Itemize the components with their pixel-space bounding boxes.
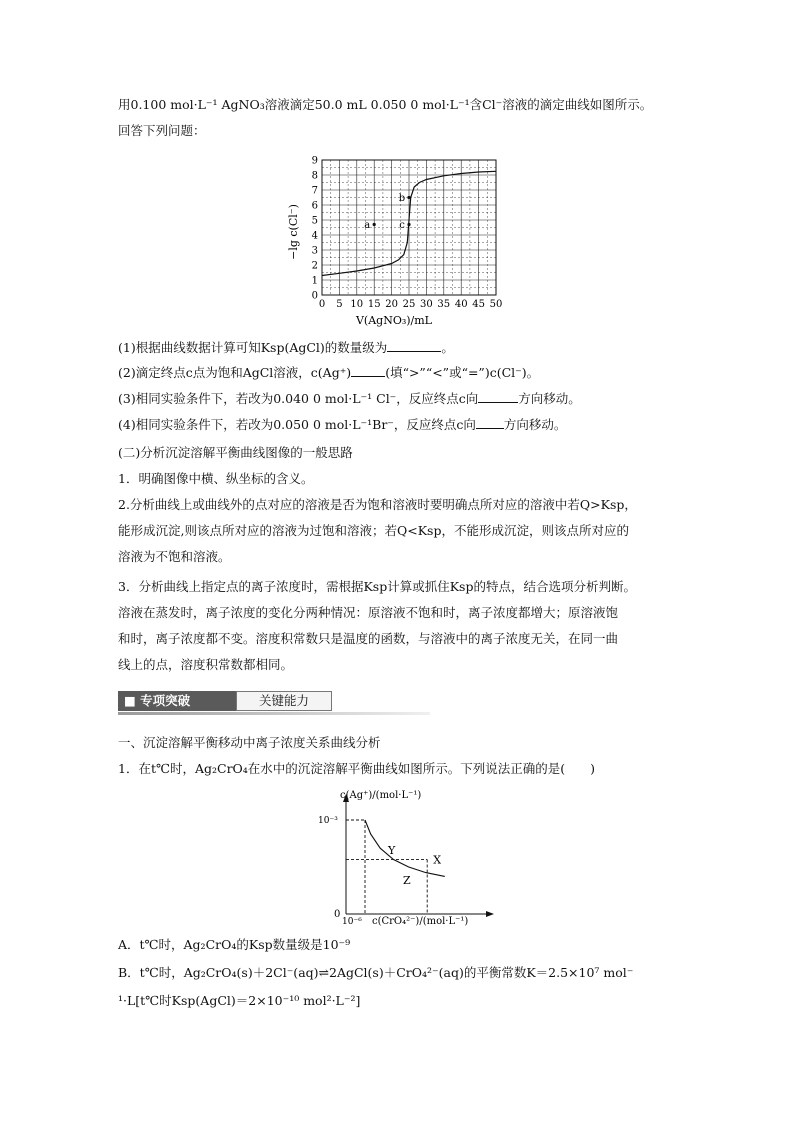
point-b <box>407 196 410 199</box>
option-b-line-2: ¹·L[t℃时Ksp(AgCl)＝2×10⁻¹⁰ mol²·L⁻²] <box>118 993 361 1008</box>
x-tick-label: 40 <box>454 299 468 310</box>
x-tick-label: 30 <box>420 299 433 310</box>
x-tick-label: 10 <box>350 299 364 310</box>
y-tick-label: 5 <box>311 215 318 227</box>
y-tick-label: 4 <box>311 230 318 242</box>
section-banner-light: 关键能力 <box>236 691 332 711</box>
question-4-end: 方向移动。 <box>503 417 567 432</box>
x-tick-label: 50 <box>489 299 503 310</box>
point-label-b: b <box>398 193 406 204</box>
section-2-p2c: 溶液为不饱和溶液。 <box>118 549 231 564</box>
answer-blank-1[interactable] <box>387 339 441 352</box>
y-tick-label: 3 <box>311 245 318 257</box>
x-tick-label: 45 <box>472 299 485 310</box>
question-4-text: (4)相同实验条件下，若改为0.050 0 mol·L⁻¹Br⁻，反应终点c向 <box>118 417 476 432</box>
section-banner-dark: ■ 专项突破 <box>118 691 236 711</box>
point-label-c: c <box>399 220 405 231</box>
answer-blank-4[interactable] <box>476 416 504 429</box>
section-2-p2b: 能形成沉淀,则该点所对应的溶液为过饱和溶液；若Q<Ksp，不能形成沉淀，则该点所对应的 <box>118 523 629 538</box>
y-tick-label: 10⁻³ <box>318 816 338 826</box>
question-3 <box>118 390 581 408</box>
x-tick-label: 25 <box>402 299 416 310</box>
x-tick-label: 15 <box>367 299 381 310</box>
chart-points <box>364 193 410 231</box>
y-tick-label: 1 <box>311 275 318 287</box>
question-1-text: (1)根据曲线数据计算可知Ksp(AgCl)的数量级为 <box>118 340 388 355</box>
point-a <box>373 223 376 226</box>
y-tick-label: 8 <box>311 170 318 182</box>
x-tick-label: 10⁻⁶ <box>342 917 362 927</box>
section-banner <box>118 691 430 715</box>
solubility-chart <box>310 788 500 928</box>
question-3-end: 方向移动。 <box>518 391 581 406</box>
y-axis-label: −lg c(Cl⁻) <box>287 204 300 260</box>
y-tick-label: 9 <box>311 155 318 167</box>
x-tick-label: 5 <box>336 299 343 310</box>
y-tick-label: 7 <box>311 185 318 197</box>
x-tick-label: 0 <box>318 299 326 310</box>
point-label-a: a <box>364 220 371 231</box>
section-2-p2a: 2.分析曲线上或曲线外的点对应的溶液是否为饱和溶液时要明确点所对应的溶液中若Q>Ksp， <box>118 497 637 512</box>
section-2-p3a: 3．分析曲线上指定点的离子浓度时，需根据Ksp计算或抓住Ksp的特点，结合选项分析判断。 <box>118 579 636 594</box>
chart-points <box>387 844 441 887</box>
chart-ticks <box>312 156 503 311</box>
section-banner-underline <box>118 712 430 715</box>
section-2-p1: 1．明确图像中横、纵坐标的含义。 <box>118 471 314 486</box>
y-tick-label: 2 <box>311 260 318 272</box>
option-a[interactable]: A．t℃时，Ag₂CrO₄的Ksp数量级是10⁻⁹ <box>118 937 351 952</box>
x-tick-label: 35 <box>437 299 451 310</box>
question-2-text: (2)滴定终点c点为饱和AgCl溶液，c(Ag⁺) <box>118 365 352 380</box>
intro-line-1: 用0.100 mol·L⁻¹ AgNO₃溶液滴定50.0 mL 0.050 0 mol·L⁻¹含Cl⁻溶液的滴定曲线如图所示。 <box>118 97 653 112</box>
answer-blank-3[interactable] <box>478 390 518 403</box>
question-2 <box>118 364 539 382</box>
origin-label: 0 <box>334 909 341 920</box>
x-axis-label: V(AgNO₃)/mL <box>355 314 433 327</box>
section-2-heading: (二)分析沉淀溶解平衡曲线图像的一般思路 <box>118 445 353 460</box>
x-tick-label: 20 <box>385 299 398 310</box>
point-label-X: X <box>433 853 442 867</box>
part-1-question: 1．在t℃时，Ag₂CrO₄在水中的沉淀溶解平衡曲线如图所示。下列说法正确的是( ) <box>118 761 596 776</box>
question-2-end: (填“>”“<”或“=”)c(Cl⁻)。 <box>385 365 540 380</box>
question-4 <box>118 416 566 434</box>
question-1 <box>118 339 454 357</box>
question-1-end: 。 <box>441 340 454 355</box>
section-2-p3d: 线上的点，溶度积常数都相同。 <box>118 657 294 672</box>
point-label-Y: Y <box>387 844 396 858</box>
option-b-line-1[interactable]: B．t℃时，Ag₂CrO₄(s)＋2Cl⁻(aq)⇌2AgCl(s)＋CrO₄²⁻(aq)的平衡常数K＝2.5×10⁷ mol⁻ <box>118 965 634 980</box>
y-tick-label: 6 <box>311 200 318 212</box>
y-tick-label: 0 <box>311 290 318 302</box>
question-3-text: (3)相同实验条件下，若改为0.040 0 mol·L⁻¹ Cl⁻，反应终点c向 <box>118 391 479 406</box>
answer-blank-2[interactable] <box>351 364 385 377</box>
x-axis-arrow <box>486 911 494 917</box>
point-c <box>407 223 410 226</box>
point-label-Z: Z <box>402 874 411 888</box>
y-axis-label: c(Ag⁺)/(mol·L⁻¹) <box>340 790 422 801</box>
intro-line-2: 回答下列问题： <box>118 123 206 138</box>
section-2-p3c: 和时，离子浓度都不变。溶度积常数只是温度的函数，与溶液中的离子浓度无关，在同一曲 <box>118 631 619 646</box>
section-2-p3b: 溶液在蒸发时，离子浓度的变化分两种情况：原溶液不饱和时，离子浓度都增大；原溶液饱 <box>118 605 619 620</box>
x-axis-label: c(CrO₄²⁻)/(mol·L⁻¹) <box>372 916 469 927</box>
titration-chart <box>282 150 507 330</box>
part-1-heading: 一、沉淀溶解平衡移动中离子浓度关系曲线分析 <box>118 735 381 750</box>
equilibrium-curve <box>365 820 445 876</box>
